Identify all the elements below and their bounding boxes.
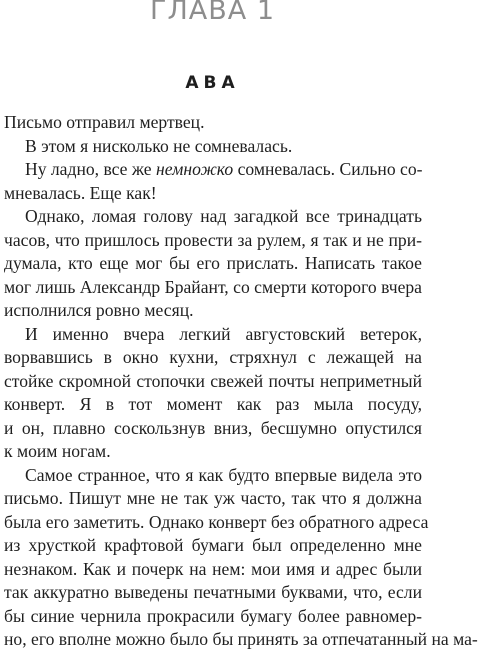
text-line-17: письмо. Пишут мне не так уж часто, так что я должна: [4, 488, 422, 508]
body-text: [4, 111, 478, 652]
text-line-13: конверт. Я в тот момент как раз мыла посуду,: [4, 394, 422, 414]
text-line-12: стойке скромной стопочки свежей почты неприметный: [4, 370, 422, 391]
text-line-23: но, его вполне можно было бы принять за отпечатанный на ма-: [4, 629, 478, 649]
text-line-3-after: сомневалась. Сильно со-: [233, 159, 423, 179]
text-line-19: из хрусткой крафтовой бумаги был определенно мне: [4, 535, 422, 555]
text-line-16: Самое странное, что я как будто впервые видела это: [25, 464, 422, 485]
text-line-2: В этом я нисколько не сомневалась.: [25, 135, 293, 156]
text-line-3: [4, 158, 422, 182]
text-line-6: часов, что пришлось провести за рулем, я так и не при-: [4, 229, 422, 250]
text-line-10: И именно вчера легкий августовский ветерок,: [25, 323, 422, 344]
text-line-14: и он, плавно соскользнув вниз, бесшумно опустился: [4, 417, 422, 438]
text-line-15: к моим ногам.: [4, 441, 111, 461]
text-line-7: думала, кто еще мог бы его прислать. Написать такое: [4, 253, 422, 273]
text-line-8: мог лишь Александр Брайант, со смерти которого вчера: [4, 276, 422, 297]
chapter-title: ГЛАВА 1: [150, 0, 275, 26]
text-line-4: мневалась. Еще как!: [4, 182, 157, 203]
emphasized-word: немножко: [156, 159, 234, 179]
text-line-21: так аккуратно выведены печатными буквами, что, если: [4, 582, 422, 602]
text-line-20: незнаком. Как и почерк на нем: мои имя и адрес были: [4, 558, 422, 579]
text-line-9: исполнился ровно месяц.: [4, 300, 194, 320]
text-line-18: была его заметить. Однако конверт без обратного адреса: [4, 511, 429, 532]
text-line-11: ворвавшись в окно кухни, стряхнул с лежащей на: [4, 347, 422, 367]
section-title: АВА: [185, 73, 240, 93]
text-line-22: бы синие чернила прокрасили бумагу более равномер-: [4, 605, 422, 626]
text-line-1: Письмо отправил мертвец.: [4, 112, 205, 132]
text-line-5: Однако, ломая голову над загадкой все тринадцать: [25, 206, 422, 226]
text-line-3-before: Ну ладно, все же: [25, 159, 157, 179]
